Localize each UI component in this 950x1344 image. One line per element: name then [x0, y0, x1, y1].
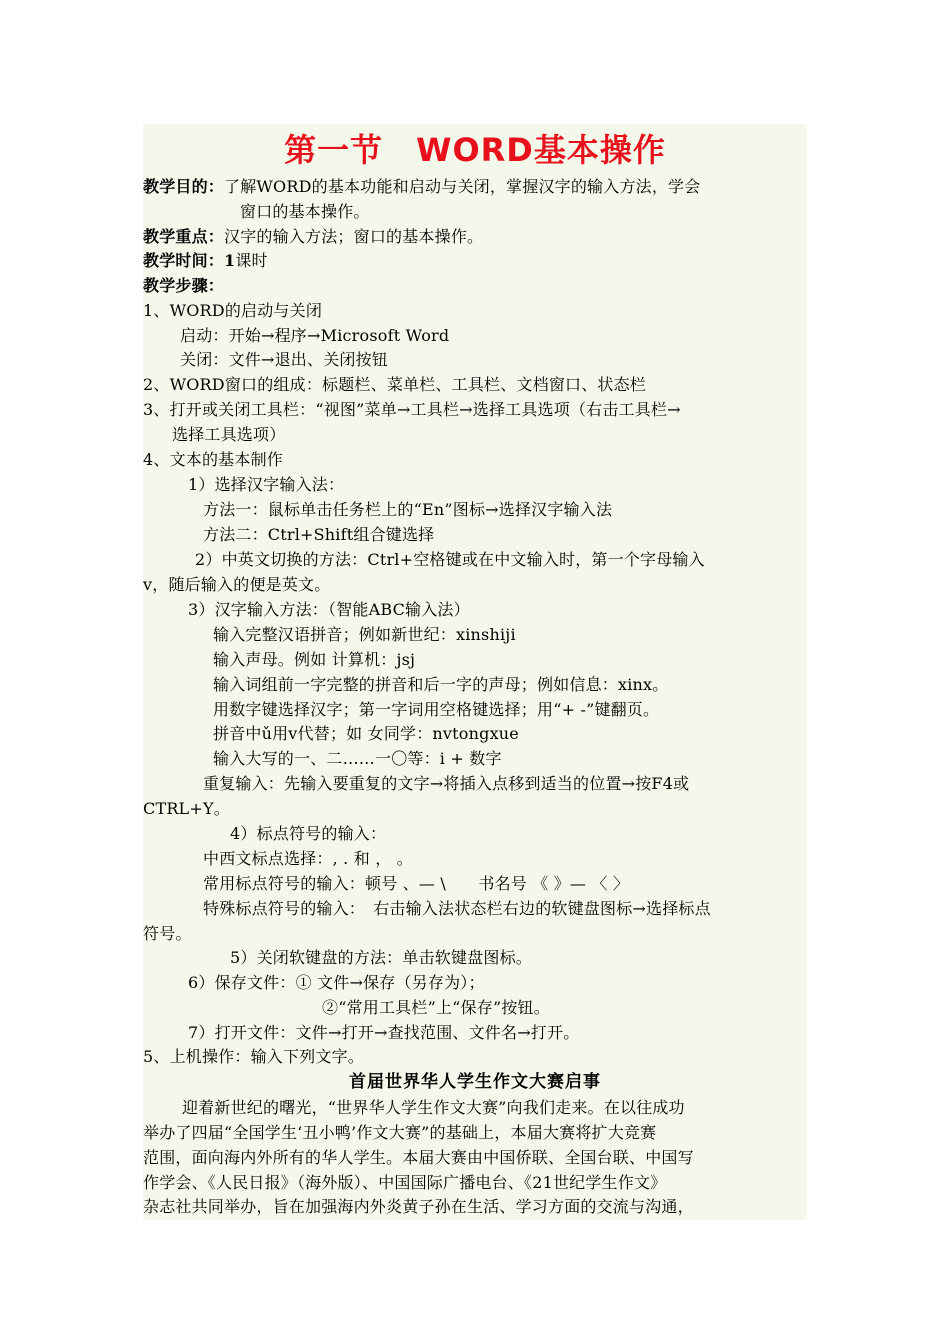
step-line: 拼音中ǔ用v代替；如 女同学：nvtongxue [213, 724, 519, 743]
step-line: 关闭：文件→退出、关闭按钮 [180, 350, 389, 369]
step-line: 方法一：鼠标单击任务栏上的“En”图标→选择汉字输入法 [203, 500, 613, 519]
step-line: 用数字键选择汉字；第一字词用空格键选择；用“+ -”键翻页。 [213, 700, 660, 719]
step-line: v，随后输入的便是英文。 [143, 575, 331, 594]
step-line: 1、WORD的启动与关闭 [143, 301, 323, 320]
step-line: 4、文本的基本制作 [143, 450, 283, 469]
step-line: 3）汉字输入方法：（智能ABC输入法） [188, 600, 470, 619]
step-line: 重复输入：先输入要重复的文字→将插入点移到适当的位置→按F4或 [203, 774, 690, 793]
step-line: 1）选择汉字输入法： [188, 475, 345, 494]
step-line: 特殊标点符号的输入： 右击输入法状态栏右边的软键盘图标→选择标点 [203, 899, 711, 918]
teaching-key-label: 教学重点： [143, 227, 225, 246]
teaching-goal-line [143, 176, 700, 198]
teaching-time-num: 1 [224, 251, 236, 270]
article-line: 作学会、《人民日报》（海外版）、中国国际广播电台、《21世纪学生作文》 [143, 1173, 667, 1192]
step-line: 输入词组前一字完整的拼音和后一字的声母；例如信息：xinx。 [213, 675, 669, 694]
teaching-goal-text-cont: 窗口的基本操作。 [240, 202, 370, 221]
step-line: 常用标点符号的输入：顿号 、— \ 书名号 《 》— 〈 〉 [203, 874, 630, 893]
document-title: 第一节 WORD基本操作 [284, 131, 666, 169]
article-line: 举办了四届“全国学生‘丑小鸭’作文大赛”的基础上，本届大赛将扩大竞赛 [143, 1123, 657, 1142]
step-line: 2）中英文切换的方法：Ctrl+空格键或在中文输入时，第一个字母输入 [195, 550, 705, 569]
article-title: 首届世界华人学生作文大赛启事 [349, 1072, 601, 1092]
article-line: 范围，面向海内外所有的华人学生。本届大赛由中国侨联、全国台联、中国写 [143, 1148, 694, 1167]
teaching-steps-label: 教学步骤： [143, 276, 225, 295]
teaching-time-label: 教学时间： [143, 251, 225, 270]
teaching-goal-label: 教学目的： [143, 177, 225, 196]
step-line: ②“常用工具栏”上“保存”按钮。 [322, 998, 550, 1017]
step-line: 选择工具选项） [172, 425, 286, 444]
step-line: 中西文标点选择：, . 和 ， 。 [203, 849, 413, 868]
step-line: 6）保存文件：① 文件→保存（另存为）； [188, 973, 485, 992]
step-line: 3、打开或关闭工具栏：“视图”菜单→工具栏→选择工具选项（右击工具栏→ [143, 400, 681, 419]
teaching-time-text: 课时 [235, 251, 268, 270]
step-line: CTRL+Y。 [143, 799, 230, 818]
step-line: 5）关闭软键盘的方法：单击软键盘图标。 [230, 948, 532, 967]
article-line: 迎着新世纪的曙光，“世界华人学生作文大赛”向我们走来。在以往成功 [182, 1098, 685, 1117]
step-line: 启动：开始→程序→Microsoft Word [180, 326, 450, 345]
step-line: 2、WORD窗口的组成：标题栏、菜单栏、工具栏、文档窗口、状态栏 [143, 375, 647, 394]
teaching-key-text: 汉字的输入方法；窗口的基本操作。 [224, 227, 484, 246]
step-line: 输入完整汉语拼音；例如新世纪：xinshiji [213, 625, 516, 644]
article-line: 杂志社共同举办，旨在加强海内外炎黄子孙在生活、学习方面的交流与沟通， [143, 1197, 694, 1216]
step-line: 符号。 [143, 924, 192, 943]
teaching-time-line [143, 250, 268, 272]
step-line: 输入声母。例如 计算机：jsj [213, 650, 416, 669]
teaching-key-line [143, 226, 483, 248]
step-line: 方法二：Ctrl+Shift组合键选择 [203, 525, 435, 544]
step-line: 5、上机操作：输入下列文字。 [143, 1047, 364, 1066]
step-line: 输入大写的一、二……一〇等：i + 数字 [213, 749, 502, 768]
teaching-goal-text: 了解WORD的基本功能和启动与关闭，掌握汉字的输入方法，学会 [224, 177, 701, 196]
step-line: 7）打开文件：文件→打开→查找范围、文件名→打开。 [188, 1023, 580, 1042]
step-line: 4）标点符号的输入： [230, 824, 387, 843]
